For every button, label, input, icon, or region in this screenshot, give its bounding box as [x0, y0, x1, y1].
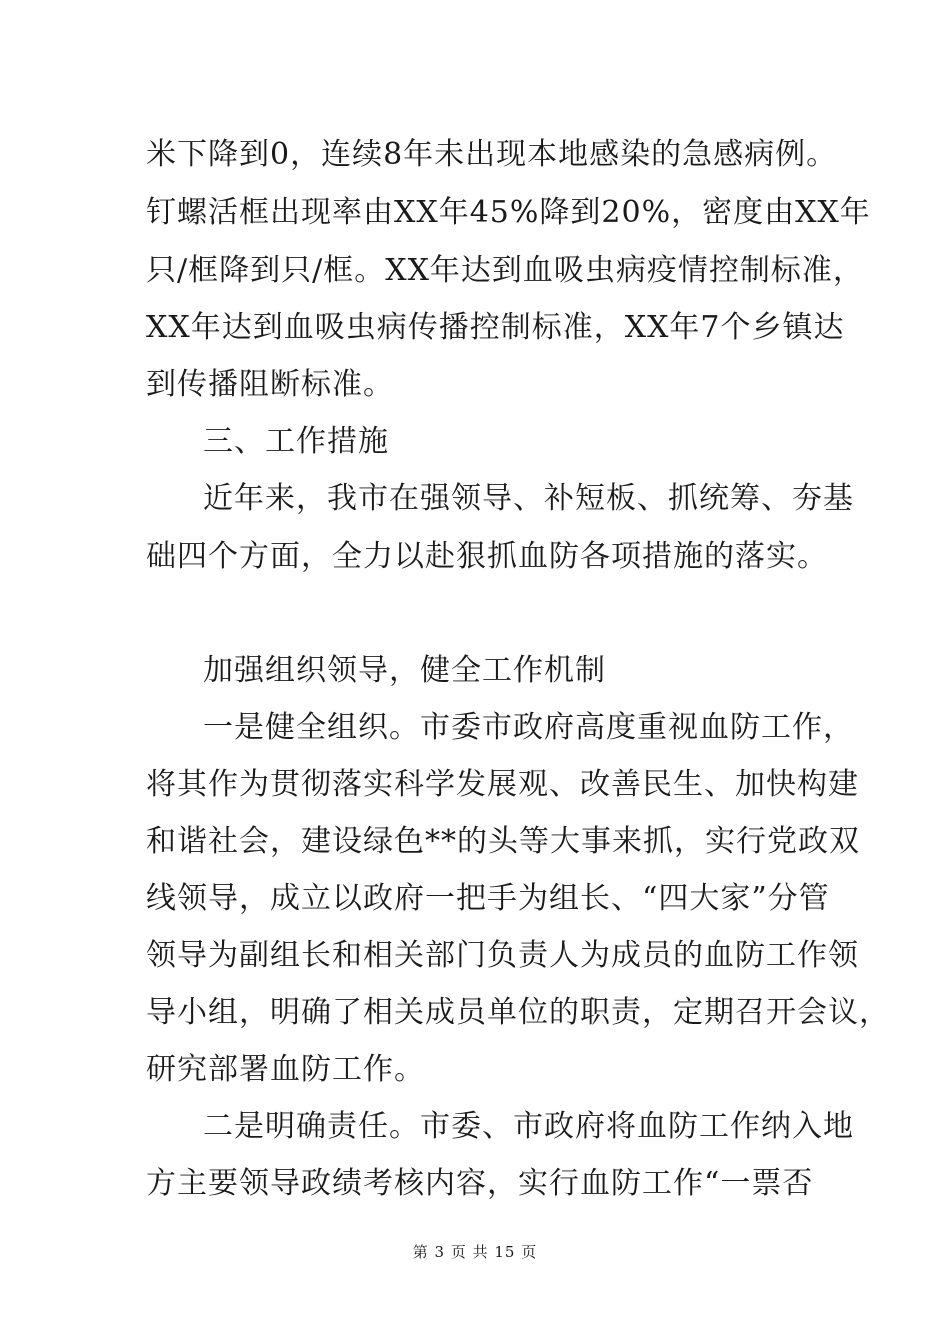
paragraph-line: 近年来，我市在强领导、补短板、抓统筹、夯基 [203, 481, 854, 516]
paragraph-line: 方主要领导政绩考核内容，实行血防工作“一票否 [146, 1166, 814, 1201]
paragraph-line: 研究部署血防工作。 [146, 1052, 425, 1087]
paragraph-line: 到传播阻断标准。 [146, 367, 394, 402]
paragraph-line: 米下降到0，连续8年未出现本地感染的急感病例。 [146, 137, 838, 172]
paragraph-line: 将其作为贯彻落实科学发展观、改善民生、加快构建 [146, 767, 859, 802]
paragraph-line: 和谐社会，建设绿色**的头等大事来抓，实行党政双 [146, 824, 860, 859]
section-heading: 三、工作措施 [203, 424, 389, 459]
paragraph-line: 线领导，成立以政府一把手为组长、“四大家”分管 [146, 881, 830, 916]
paragraph-line: 础四个方面，全力以赴狠抓血防各项措施的落实。 [146, 539, 828, 574]
page-number: 第 3 页 共 15 页 [412, 1243, 538, 1261]
paragraph-line: 一是健全组织。市委市政府高度重视血防工作， [203, 710, 854, 745]
paragraph-line: 二是明确责任。市委、市政府将血防工作纳入地 [203, 1109, 854, 1144]
paragraph-line: 钉螺活框出现率由XX年45%降到20%，密度由XX年 [146, 195, 871, 230]
paragraph-line: 只/框降到只/框。XX年达到血吸虫病疫情控制标准， [146, 253, 864, 288]
paragraph-line: 领导为副组长和相关部门负责人为成员的血防工作领 [146, 938, 859, 973]
paragraph-line: 导小组，明确了相关成员单位的职责，定期召开会议， [146, 995, 890, 1030]
paragraph-line: XX年达到血吸虫病传播控制标准，XX年7个乡镇达 [146, 310, 845, 345]
subsection-heading: 加强组织领导，健全工作机制 [203, 653, 606, 688]
